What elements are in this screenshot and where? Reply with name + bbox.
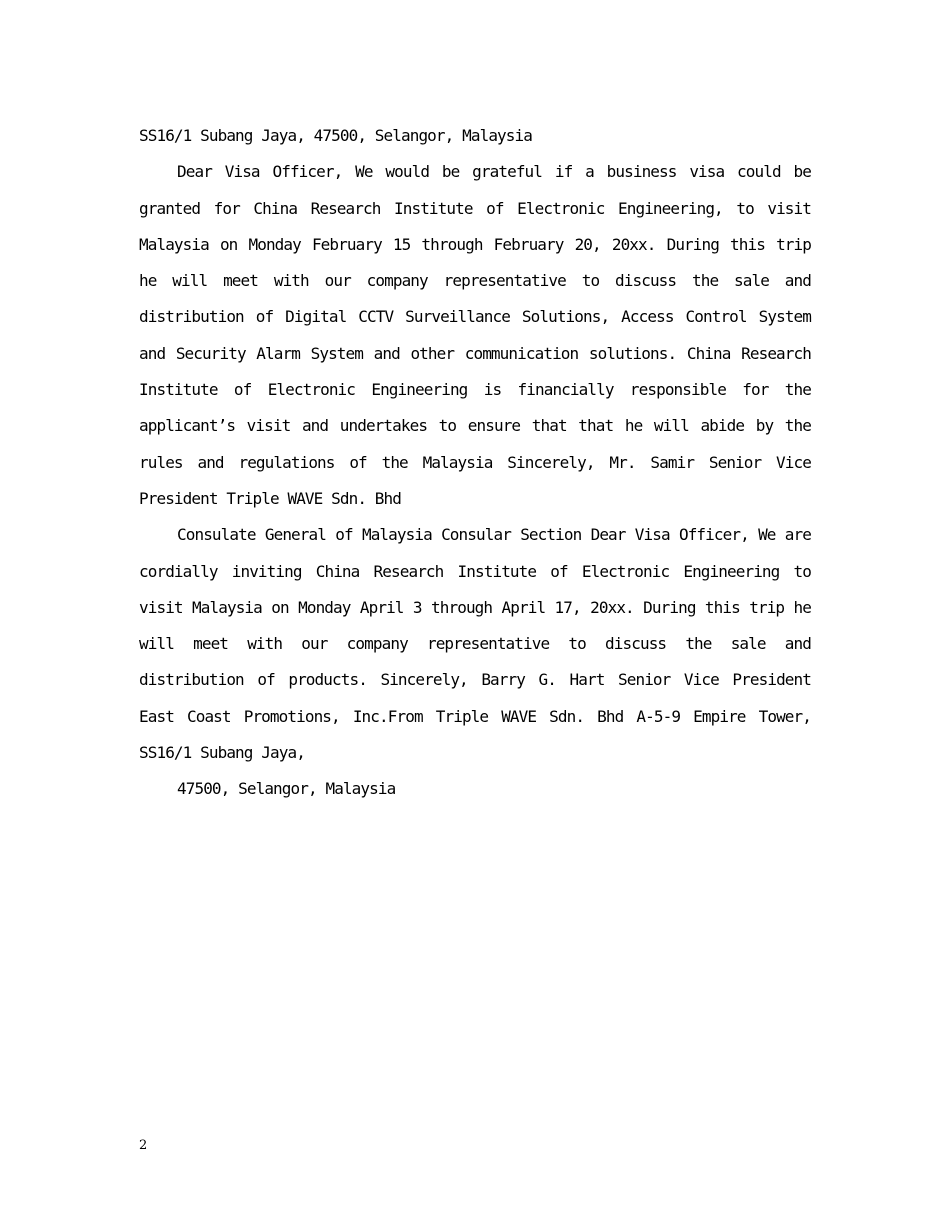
address-line: SS16/1 Subang Jaya, 47500, Selangor, Malaysia [139,126,532,145]
page-number: 2 [139,1138,148,1153]
visa-letter-paragraph: Dear Visa Officer, We would be grateful if a business visa could be granted for China Research Institute of Electronic Engineering, to visit Malaysia on Monday February 15 through February 20, 20xx. During this trip he will meet with our company representative to discuss the sale and distribution of Digital CCTV Surveillance Solutions, Access Control System and Security Alarm System and other communication solutions. China Research Institute of Electronic Engineering is financially responsible for the applicant’s visit and undertakes to ensure that that he will abide by the rules and regulations of the Malaysia Sincerely, Mr. Samir Senior Vice President Triple WAVE Sdn. Bhd [139,162,811,508]
letter-body [139,118,811,808]
closing-address-line: 47500, Selangor, Malaysia [177,779,396,799]
invitation-letter-paragraph: Consulate General of Malaysia Consular Section Dear Visa Officer, We are cordially inviting China Research Institute of Electronic Engineering to visit Malaysia on Monday April 3 through April 17, 20xx. During this trip he will meet with our company representative to discuss the sale and distribution of products. Sincerely, Barry G. Hart Senior Vice President East Coast Promotions, Inc.From Triple WAVE Sdn. Bhd A-5-9 Empire Tower, SS16/1 Subang Jaya, [139,525,811,763]
